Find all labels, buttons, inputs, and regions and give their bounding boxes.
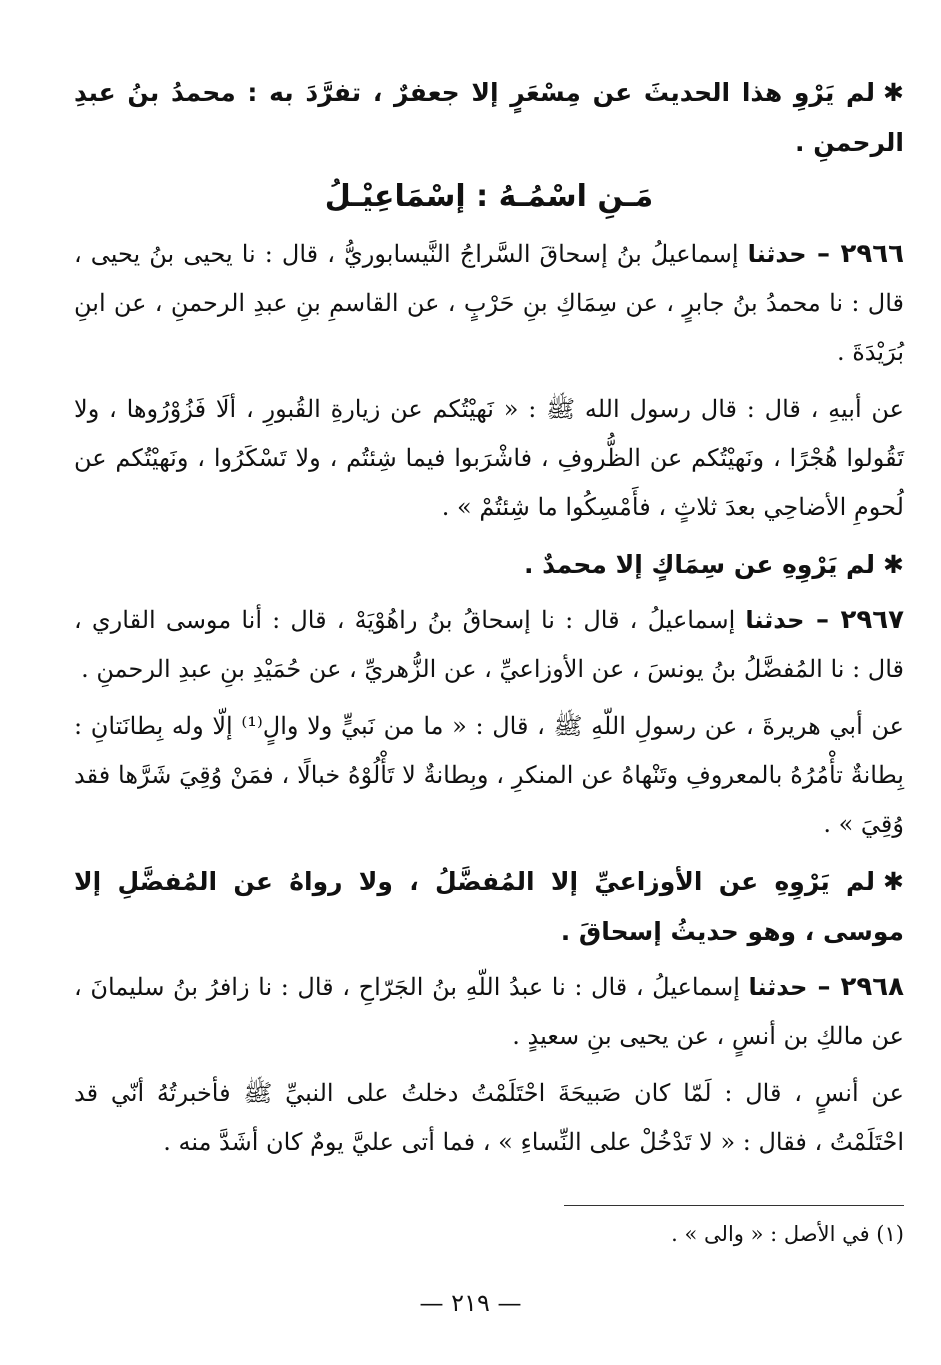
section-heading: مَـنِ اسْمُـهُ : إسْمَاعِيْـلُ: [324, 179, 654, 214]
footnote-divider: [564, 1205, 904, 1206]
editor-note-text: لم يَرْوِهِ عن سِمَاكٍ إلا محمدٌ .: [523, 550, 876, 579]
hadith-isnad-text: إسماعيلُ ، قال : نا عبدُ اللّهِ بنُ الجَرّاحِ ، قال : نا زافرُ بنُ سليمانَ ، عن مالكِ بن أنسٍ ، عن يحيى بنِ سعيدٍ .: [74, 973, 904, 1050]
page-number: — ٢١٩ —: [419, 1289, 522, 1317]
hadith-matn: عن أبيهِ ، قال : قال رسول الله ﷺ : « نَهيْتُكم عن زيارةِ القُبورِ ، ألَا فَزُوْرُوها ، ولا تَقُولوا هُجْرًا ، ونَهيْتُكم عن الظُّروفِ ، فاشْرَبوا فيما شِئتُم ، ولا تَسْكَرُوا ، ونَهيْتُكم عن لُحومِ الأضاحِي بعدَ ثلاثٍ ، فأَمْسِكُوا ما شِئتُمْ » .: [74, 395, 904, 521]
footnote: (١) في الأصل : « والى » .: [671, 1222, 904, 1246]
hadith-matn: عن أبي هريرةَ ، عن رسولِ اللّهِ ﷺ ، قال : « ما من نَبيٍّ ولا والٍ⁽¹⁾ إلّا وله بِطانَتانِ : بِطانةٌ تأْمُرُهُ بالمعروفِ وتَنْهاهُ عن المنكرِ ، وبِطانةٌ لا تَأْلُوْهُ خبالًا ، فمَنْ وُقِيَ شَرَّها فقد وُقِيَ » .: [74, 712, 904, 838]
editor-note: [74, 857, 904, 957]
editor-note: [74, 68, 904, 168]
hadith-dash: –: [807, 972, 841, 1002]
hadith-dash: –: [804, 605, 841, 635]
editor-note-text: لم يَرْوِ هذا الحديثَ عن مِسْعَرٍ إلا جعفرٌ ، تفرَّدَ به : محمدُ بنُ عبدِ الرحمنِ .: [74, 78, 904, 157]
star-icon: ✱: [883, 78, 904, 107]
hadith-label: حدثنا: [747, 240, 807, 268]
hadith-matn: عن أنسٍ ، قال : لَمّا كان صَبيحَةَ احْتَلَمْتُ دخلتُ على النبيِّ ﷺ فأخبرتُهُ أنّي قد احْتَلَمْتُ ، فقال : « لا تَدْخُلْ على النِّساءِ » ، فما أتى عليَّ يومٌ كان أشَدَّ منه .: [74, 1079, 904, 1156]
hadith-isnad: [74, 963, 904, 1061]
editor-note-text: لم يَرْوِهِ عن الأوزاعيِّ إلا المُفضَّلُ ، ولا رواهُ عن المُفضَّلِ إلا موسى ، وهو حديثُ إسحاقَ .: [74, 867, 904, 946]
page-body: [74, 68, 904, 1175]
hadith-label: حدثنا: [748, 973, 808, 1001]
hadith-isnad-text: إسماعيلُ بنُ إسحاقَ السَّراجُ النَّيسابوريُّ ، قال : نا يحيى بنُ يحيى ، قال : نا محمدُ بنُ جابرٍ ، عن سِمَاكِ بنِ حَرْبٍ ، عن القاسمِ بنِ عبدِ الرحمنِ ، عن ابنِ بُرَيْدَةَ .: [74, 240, 904, 366]
hadith-isnad-text: إسماعيلُ ، قال : نا إسحاقُ بنُ راهُوْيَهْ ، قال : أنا موسى القاري ، قال : نا المُفضَّلُ بنُ يونسَ ، عن الأوزاعيِّ ، عن الزُّهريِّ ، عن حُمَيْدِ بنِ عبدِ الرحمنِ .: [74, 606, 904, 683]
hadith-label: حدثنا: [745, 606, 805, 634]
hadith-isnad: [74, 230, 904, 377]
star-icon: ✱: [883, 550, 904, 579]
hadith-dash: –: [806, 239, 841, 269]
hadith-isnad: [74, 596, 904, 694]
hadith-number: ٢٩٦٧: [840, 605, 904, 635]
hadith-number: ٢٩٦٦: [840, 239, 905, 269]
star-icon: ✱: [883, 867, 904, 896]
hadith-number: ٢٩٦٨: [840, 972, 904, 1002]
editor-note: [74, 540, 904, 590]
